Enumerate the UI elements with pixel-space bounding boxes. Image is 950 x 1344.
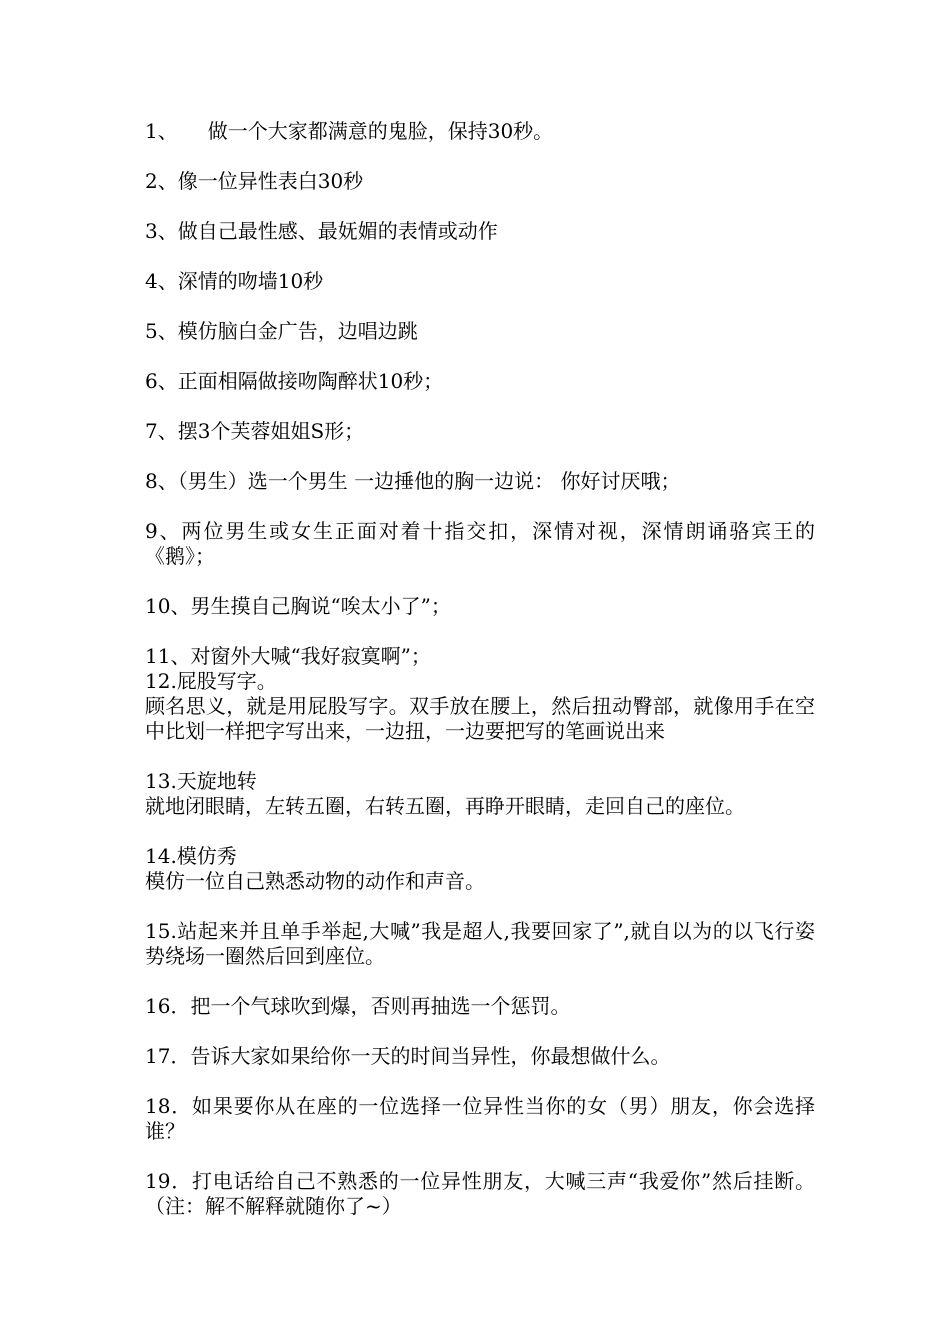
list-item-1 [145, 119, 815, 144]
item-description: 就地闭眼睛，左转五圈，右转五圈，再睁开眼睛，走回自己的座位。 [145, 794, 745, 818]
list-item-text [145, 119, 815, 144]
list-item-11 [145, 644, 815, 669]
list-item-text: 15.站起来并且单手举起,大喊”我是超人,我要回家了”,就自以为的以飞行姿势绕场一圈然后回到座位。 [145, 919, 815, 968]
list-item-3 [145, 219, 815, 244]
list-item-text: 10、男生摸自己胸说“唉太小了”； [145, 594, 451, 618]
list-item-text: 9、两位男生或女生正面对着十指交扣，深情对视，深情朗诵骆宾王的《鹅》； [145, 519, 815, 568]
list-item-10 [145, 594, 815, 619]
list-item-text: 2、像一位异性表白30秒 [145, 169, 364, 193]
list-item-8 [145, 469, 815, 494]
list-item-14 [145, 844, 815, 894]
item-content: 做一个大家都满意的鬼脸，保持30秒。 [207, 119, 554, 143]
list-item-text: 19．打电话给自己不熟悉的一位异性朋友，大喊三声“我爱你”然后挂断。（注：解不解释就随你了~） [145, 1169, 815, 1218]
list-item-12 [145, 669, 815, 744]
list-item-2 [145, 169, 815, 194]
list-item-text: 3、做自己最性感、最妩媚的表情或动作 [145, 219, 498, 243]
list-item-9 [145, 519, 815, 569]
list-item-19 [145, 1169, 815, 1219]
list-item-text: 4、深情的吻墙10秒 [145, 269, 324, 293]
item-heading: 13.天旋地转 [145, 769, 257, 793]
list-item-18 [145, 1094, 815, 1144]
list-item-text: 7、摆3个芙蓉姐姐S形； [145, 419, 365, 443]
item-number: 1、 [145, 119, 178, 143]
list-item-text: 5、模仿脑白金广告，边唱边跳 [145, 319, 418, 343]
list-item-text: 17．告诉大家如果给你一天的时间当异性，你最想做什么。 [145, 1044, 671, 1068]
list-item-text: 6、正面相隔做接吻陶醉状10秒； [145, 369, 444, 393]
list-item-text: 8、（男生）选一个男生 一边捶他的胸一边说： 你好讨厌哦； [145, 469, 681, 493]
list-item-4 [145, 269, 815, 294]
item-heading: 12.屁股写字。 [145, 669, 277, 693]
list-item-7 [145, 419, 815, 444]
list-item-5 [145, 319, 815, 344]
list-item-15 [145, 919, 815, 969]
list-item-text: 16．把一个气球吹到爆，否则再抽选一个惩罚。 [145, 994, 571, 1018]
list-item-17 [145, 1044, 815, 1069]
item-description: 顾名思义，就是用屁股写字。双手放在腰上，然后扭动臀部，就像用手在空中比划一样把字写出来，一边扭，一边要把写的笔画说出来 [145, 694, 815, 743]
list-item-16 [145, 994, 815, 1019]
list-item-text: 11、对窗外大喊“我好寂寞啊”； [145, 644, 431, 668]
document-page [145, 119, 815, 1244]
list-item-6 [145, 369, 815, 394]
item-description: 模仿一位自己熟悉动物的动作和声音。 [145, 869, 485, 893]
list-item-13 [145, 769, 815, 819]
list-item-text: 18．如果要你从在座的一位选择一位异性当你的女（男）朋友，你会选择谁？ [145, 1094, 815, 1143]
item-heading: 14.模仿秀 [145, 844, 237, 868]
